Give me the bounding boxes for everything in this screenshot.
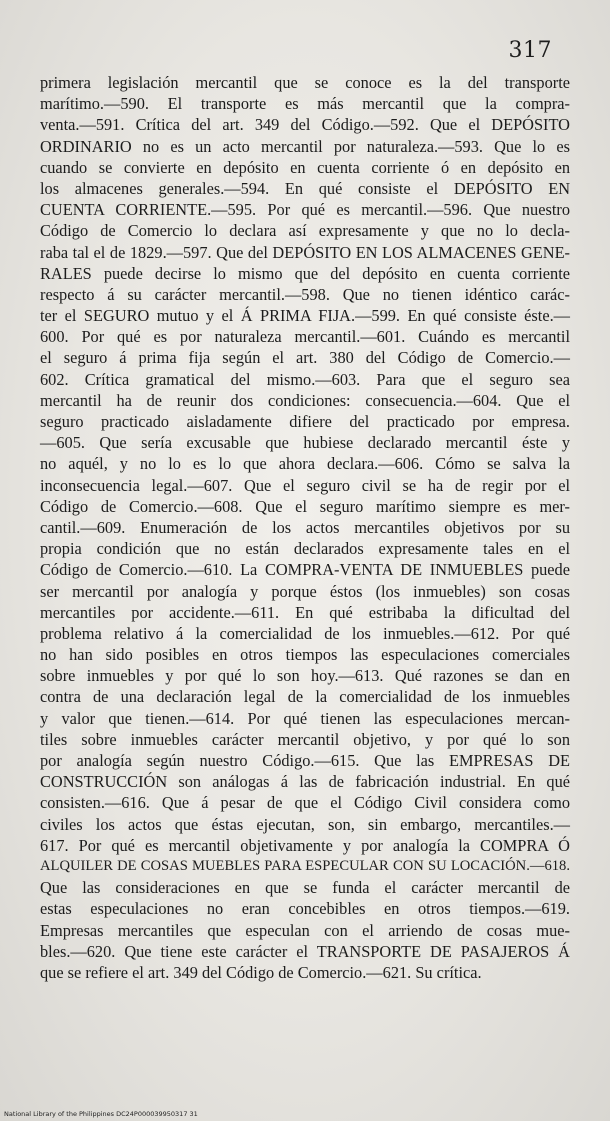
text-line: inconsecuencia legal.—607. Que el seguro civil se ha de regir por el [40,475,570,495]
text-line: respecto á su carácter mercantil.—598. Que no tienen idéntico carác- [40,284,570,304]
text-line: Que las consideraciones en que se funda el carácter mercantil de [40,878,570,898]
text-line: contra de una declaración legal de la comercialidad de los inmuebles [40,687,570,707]
text-line: ser mercantil por analogía y porque éstos (los inmuebles) son cosas [40,581,570,601]
index-paragraph [40,72,570,983]
text-line: Empresas mercantiles que especulan con el arriendo de cosas mue- [40,920,570,940]
text-line: 617. Por qué es mercantil objetivamente y por analogía la COMPRA Ó [40,835,570,855]
text-line: 602. Crítica gramatical del mismo.—603. Para que el seguro sea [40,369,570,389]
text-line: RALES puede decirse lo mismo que del depósito en cuenta corriente [40,263,570,283]
text-line: marítimo.—590. El transporte es más mercantil que la compra- [40,94,570,114]
text-line: ORDINARIO no es un acto mercantil por naturaleza.—593. Que lo es [40,136,570,156]
text-line: civiles los actos que éstas ejecutan, son, sin embargo, mercantiles.— [40,814,570,834]
text-line: seguro practicado aisladamente difiere del practicado por empresa. [40,412,570,431]
text-line: mercantil ha de reunir dos condiciones: consecuencia.—604. Que el [40,390,570,410]
text-line: Código de Comercio.—608. Que el seguro marítimo siempre es mer- [40,496,570,516]
text-line: consisten.—616. Que á pesar de que el Código Civil considera como [40,793,570,813]
text-line: mercantiles por accidente.—611. En qué estribaba la dificultad del [40,602,570,622]
text-line: el seguro á prima fija según el art. 380 del Código de Comercio.— [40,348,570,368]
text-line: venta.—591. Crítica del art. 349 del Código.—592. Que el DEPÓSITO [40,115,570,135]
text-line: propia condición que no están declarados expresamente tales en el [40,539,570,559]
text-line: raba tal el de 1829.—597. Que del DEPÓSITO EN LOS ALMACENES GENE- [40,242,570,262]
text-line: sobre inmuebles y por qué lo son hoy.—613. Qué razones se dan en [40,666,570,686]
text-line: bles.—620. Que tiene este carácter el TRANSPORTE DE PASAJEROS Á [40,941,570,961]
text-line: no han sido posibles en otros tiempos las especulaciones comerciales [40,645,570,665]
text-line: estas especulaciones no eran concebibles en otros tiempos.—619. [40,899,570,919]
text-line: los almacenes generales.—594. En qué consiste el DEPÓSITO EN [40,178,570,198]
text-line: CUENTA CORRIENTE.—595. Por qué es mercantil.—596. Que nuestro [40,200,570,220]
text-line: no aquél, y no lo es lo que ahora declara.—606. Cómo se salva la [40,454,570,474]
text-line: por analogía según nuestro Código.—615. Que las EMPRESAS DE [40,751,570,770]
text-line: CONSTRUCCIÓN son análogas á las de fabricación industrial. En qué [40,772,570,792]
text-line: y valor que tienen.—614. Por qué tienen las especulaciones mercan- [40,708,570,728]
text-line: Código de Comercio.—610. La COMPRA-VENTA DE INMUEBLES puede [40,560,570,580]
page-number: 317 [508,38,552,63]
text-line: cuando se convierte en depósito en cuenta corriente ó en depósito en [40,157,570,177]
text-line: 600. Por qué es por naturaleza mercantil.—601. Cuándo es mercantil [40,327,570,347]
text-line: tiles sobre inmuebles carácter mercantil objetivo, y por qué lo son [40,729,570,749]
text-line: ter el SEGURO mutuo y el Á PRIMA FIJA.—599. En qué consiste éste.— [40,306,570,326]
text-line: que se refiere el art. 349 del Código de Comercio.—621. Su crítica. [40,962,482,982]
text-line: —605. Que sería excusable que hubiese declarado mercantil éste y [40,433,570,453]
text-line: primera legislación mercantil que se conoce es la del transporte [40,73,570,92]
scan-credit: National Library of the Philippines DC24P000039950317 31 [4,1110,198,1118]
text-line: cantil.—609. Enumeración de los actos mercantiles objetivos por su [40,517,570,537]
text-line: Código de Comercio lo declara así expresamente y que no lo decla- [40,221,570,241]
text-line: ALQUILER DE COSAS MUEBLES PARA ESPECULAR CON SU LOCACIÓN.—618. [40,857,570,874]
text-line: problema relativo á la comercialidad de los inmuebles.—612. Por qué [40,623,570,643]
